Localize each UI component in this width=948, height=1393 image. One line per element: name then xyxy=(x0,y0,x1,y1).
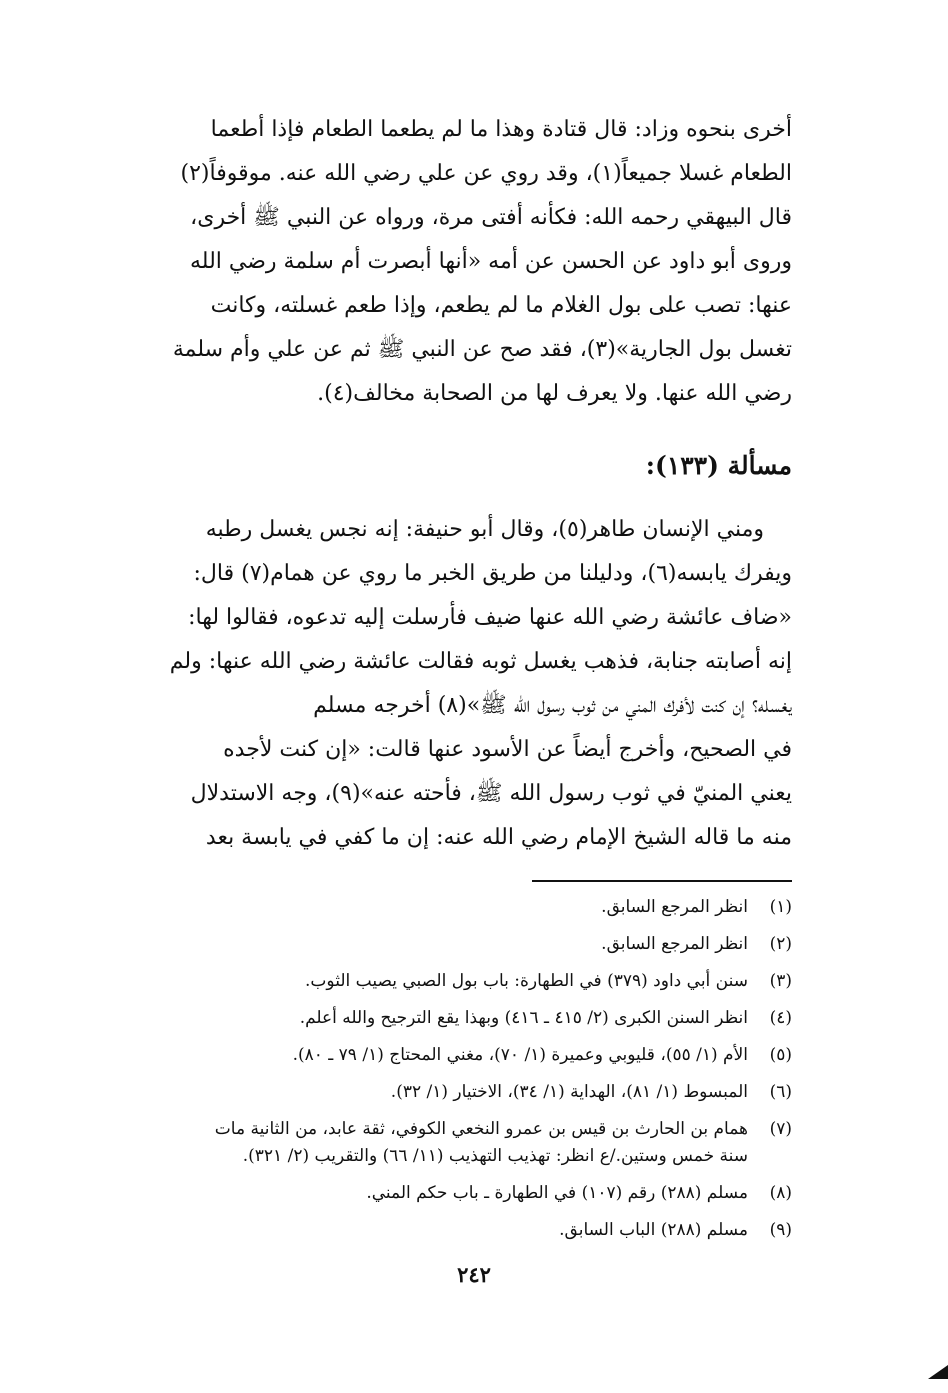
footnotes xyxy=(100,894,792,1254)
footnote-line: مسلم (٢٨٨) رقم (١٠٧) في الطهارة ـ باب حكم المني. xyxy=(366,1183,748,1203)
section-heading: مسألة (١٣٣): xyxy=(645,451,792,480)
text-line: ومني الإنسان طاهر(٥)، وقال أبو حنيفة: إنه نجس يغسل رطبه xyxy=(205,517,764,542)
footnote-line: انظر المرجع السابق. xyxy=(601,934,748,954)
footnote xyxy=(100,1005,792,1032)
footnote xyxy=(100,1042,792,1069)
text-line: تغسل بول الجارية»(٣)، فقد صح عن النبي ﷺ ثم عن علي وأم سلمة xyxy=(172,337,792,362)
main-text-paragraph-2 xyxy=(100,508,792,860)
footnote-text xyxy=(100,1042,748,1069)
footnote-line: سنن أبي داود (٣٧٩) في الطهارة: باب بول الصبي يصيب الثوب. xyxy=(305,971,748,991)
page-number: ٢٤٢ xyxy=(457,1262,491,1287)
footnote xyxy=(100,931,792,958)
footnote-line: انظر السنن الكبرى (٢/ ٤١٥ ـ ٤١٦) وبهذا يقع الترجيح والله أعلم. xyxy=(299,1008,748,1028)
text-line: «ضاف عائشة رضي الله عنها ضيف فأرسلت إليه تدعوه، فقالوا لها: xyxy=(188,605,792,630)
footnote-number: (٢) xyxy=(769,934,792,954)
footnote-text xyxy=(100,968,748,995)
footnote-line: المبسوط (١/ ٨١)، الهداية (١/ ٣٤)، الاختيار (١/ ٣٢). xyxy=(390,1082,748,1102)
footnote-number: (٤) xyxy=(769,1008,792,1028)
footnote-line: مسلم (٢٨٨) الباب السابق. xyxy=(559,1220,748,1240)
footnote xyxy=(100,894,792,921)
text-line: أخرى بنحوه وزاد: قال قتادة وهذا ما لم يطعما الطعام فإذا أطعما xyxy=(210,117,792,142)
footnote-number: (٣) xyxy=(769,971,792,991)
footnote xyxy=(100,1180,792,1207)
text-line: عنها: تصب على بول الغلام ما لم يطعم، وإذا طعم غسلته، وكانت xyxy=(210,293,792,318)
text-line: في الصحيح، وأخرج أيضاً عن الأسود عنها قالت: «إن كنت لأجده xyxy=(223,737,792,762)
footnote-number: (٥) xyxy=(769,1045,792,1065)
footnote-text xyxy=(100,1180,748,1207)
footnote xyxy=(100,1217,792,1244)
main-text-paragraph-1 xyxy=(100,108,792,416)
text-line: إنه أصابته جنابة، فذهب يغسل ثوبه فقالت عائشة رضي الله عنها: ولم xyxy=(169,649,792,674)
footnote-text xyxy=(100,1005,748,1032)
footnote-text xyxy=(100,931,748,958)
footnote xyxy=(100,1116,792,1170)
page-corner-mark xyxy=(928,1365,948,1379)
footnote xyxy=(100,1079,792,1106)
text-line: يغسله؟ إن كنت لأفرك المني من ثوب رسول الله ﷺ»(٨) أخرجه مسلم xyxy=(313,693,792,718)
footnote-text xyxy=(100,1079,748,1106)
footnote-number: (١) xyxy=(769,897,792,917)
text-line: منه ما قاله الشيخ الإمام رضي الله عنه: إن ما كفي في يابسة بعد xyxy=(205,825,792,850)
footnote xyxy=(100,968,792,995)
footnote-line: همام بن الحارث بن قيس بن عمرو النخعي الكوفي، ثقة عابد، من الثانية مات xyxy=(214,1119,748,1139)
footnote-line: انظر المرجع السابق. xyxy=(601,897,748,917)
text-line: ويفرك يابسه(٦)، ودليلنا من طريق الخبر ما روي عن همام(٧) قال: xyxy=(193,561,792,586)
footnote-text xyxy=(100,1116,748,1170)
footnote-separator xyxy=(532,880,792,882)
text-line: الطعام غسلا جميعاً(١)، وقد روي عن علي رضي الله عنه. موقوفاً(٢) xyxy=(180,161,792,186)
footnote-text xyxy=(100,1217,748,1244)
footnote-number: (٩) xyxy=(769,1220,792,1240)
text-line: قال البيهقي رحمه الله: فكأنه أفتى مرة، ورواه عن النبي ﷺ أخرى، xyxy=(190,205,792,230)
footnote-number: (٨) xyxy=(769,1183,792,1203)
footnote-number: (٧) xyxy=(769,1119,792,1139)
footnote-number: (٦) xyxy=(769,1082,792,1102)
footnote-text xyxy=(100,894,748,921)
text-line: وروى أبو داود عن الحسن عن أمه «أنها أبصرت أم سلمة رضي الله xyxy=(190,249,792,274)
text-line: يعني المنيّ في ثوب رسول الله ﷺ، فأحته عنه»(٩)، وجه الاستدلال xyxy=(190,781,792,806)
footnote-line: سنة خمس وستين./ع انظر: تهذيب التهذيب (١١/ ٦٦) والتقريب (٢/ ٣٢١). xyxy=(242,1146,748,1166)
text-line: رضي الله عنها. ولا يعرف لها من الصحابة مخالف(٤). xyxy=(317,381,792,406)
footnote-line: الأم (١/ ٥٥)، قليوبي وعميرة (١/ ٧٠)، مغني المحتاج (١/ ٧٩ ـ ٨٠). xyxy=(292,1045,748,1065)
